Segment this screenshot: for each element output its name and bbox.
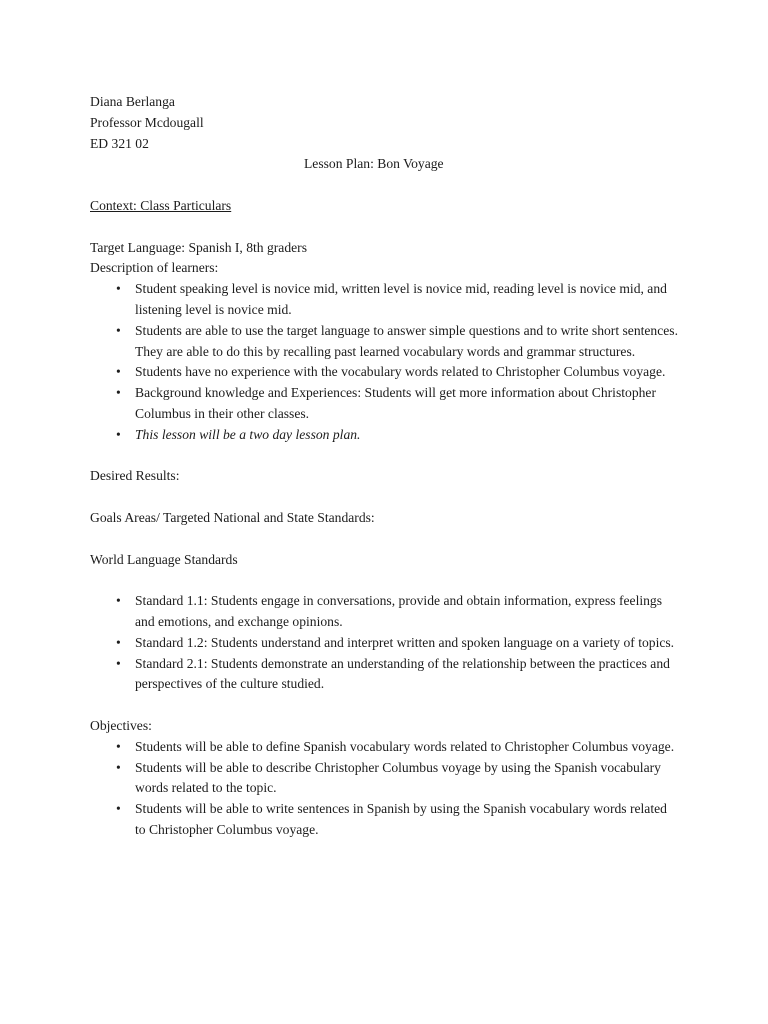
bullet-icon: • bbox=[116, 655, 121, 671]
list-item-text: Students are able to use the target language to answer simple questions and to write short sentences. They are able to do this by recalling past learned vocabulary words and grammar structures. bbox=[135, 322, 678, 359]
goals-heading: Goals Areas/ Targeted National and State Standards: bbox=[90, 509, 375, 525]
standards-section bbox=[90, 550, 680, 571]
list-item-text: Standard 1.1: Students engage in conversations, provide and obtain information, express feelings and emotions, and exchange opinions. bbox=[135, 593, 663, 629]
objectives-heading: Objectives: bbox=[90, 717, 152, 733]
list-item-text: Students will be able to write sentences in Spanish by using the Spanish vocabulary words related to Christopher Columbus voyage. bbox=[135, 801, 667, 837]
list-item bbox=[90, 425, 680, 446]
bullet-icon: • bbox=[116, 593, 121, 609]
description-label: Description of learners: bbox=[90, 260, 219, 276]
context-heading: Context: Class Particulars bbox=[90, 197, 232, 213]
bullet-icon: • bbox=[116, 634, 121, 650]
list-item bbox=[90, 799, 680, 841]
list-item bbox=[90, 654, 680, 696]
document-title: Lesson Plan: Bon Voyage bbox=[304, 156, 444, 172]
bullet-icon: • bbox=[116, 364, 121, 380]
course-number: ED 321 02 bbox=[90, 135, 149, 151]
learners-list bbox=[90, 279, 680, 445]
list-item-text: Standard 2.1: Students demonstrate an understanding of the relationship between the practices and perspectives of the culture studied. bbox=[135, 655, 670, 692]
list-item bbox=[90, 591, 680, 633]
desired-results-section bbox=[90, 466, 680, 487]
list-item-text: Student speaking level is novice mid, written level is novice mid, reading level is novice mid, and listening level is novice mid. bbox=[135, 281, 667, 317]
list-item bbox=[90, 321, 680, 363]
list-item-text: Students will be able to define Spanish vocabulary words related to Christopher Columbus voyage. bbox=[135, 738, 675, 754]
list-item bbox=[90, 279, 680, 321]
bullet-icon: • bbox=[116, 385, 121, 401]
goals-section bbox=[90, 508, 680, 529]
list-item bbox=[90, 737, 680, 758]
list-item-text: Standard 1.2: Students understand and interpret written and spoken language on a variety of topics. bbox=[135, 634, 675, 650]
author-name: Diana Berlanga bbox=[90, 94, 175, 109]
document-body bbox=[90, 92, 680, 841]
standards-list bbox=[90, 591, 680, 695]
bullet-icon: • bbox=[116, 801, 121, 817]
list-item-text: Students have no experience with the vocabulary words related to Christopher Columbus voyage. bbox=[135, 364, 666, 380]
bullet-icon: • bbox=[116, 322, 121, 338]
desired-results-heading: Desired Results: bbox=[90, 468, 180, 484]
list-item bbox=[90, 362, 680, 383]
standards-list-section bbox=[90, 591, 680, 695]
list-item-text: Students will be able to describe Christopher Columbus voyage by using the Spanish vocabulary words related to the topic. bbox=[135, 759, 661, 796]
target-language: Target Language: Spanish I, 8th graders bbox=[90, 239, 307, 255]
list-item bbox=[90, 383, 680, 425]
bullet-icon: • bbox=[116, 759, 121, 775]
learners-section bbox=[90, 238, 680, 446]
bullet-icon: • bbox=[116, 281, 121, 297]
objectives-section bbox=[90, 716, 680, 841]
objectives-list bbox=[90, 737, 680, 841]
bullet-icon: • bbox=[116, 738, 121, 754]
list-item-text: Background knowledge and Experiences: Students will get more information about Christopher Columbus in their other classes. bbox=[135, 385, 656, 421]
bullet-icon: • bbox=[116, 426, 121, 442]
context-section bbox=[90, 196, 680, 217]
standards-heading: World Language Standards bbox=[90, 551, 238, 567]
list-item bbox=[90, 758, 680, 800]
list-item bbox=[90, 633, 680, 654]
professor-name: Professor Mcdougall bbox=[90, 114, 204, 130]
list-item-text: This lesson will be a two day lesson plan. bbox=[135, 426, 361, 442]
